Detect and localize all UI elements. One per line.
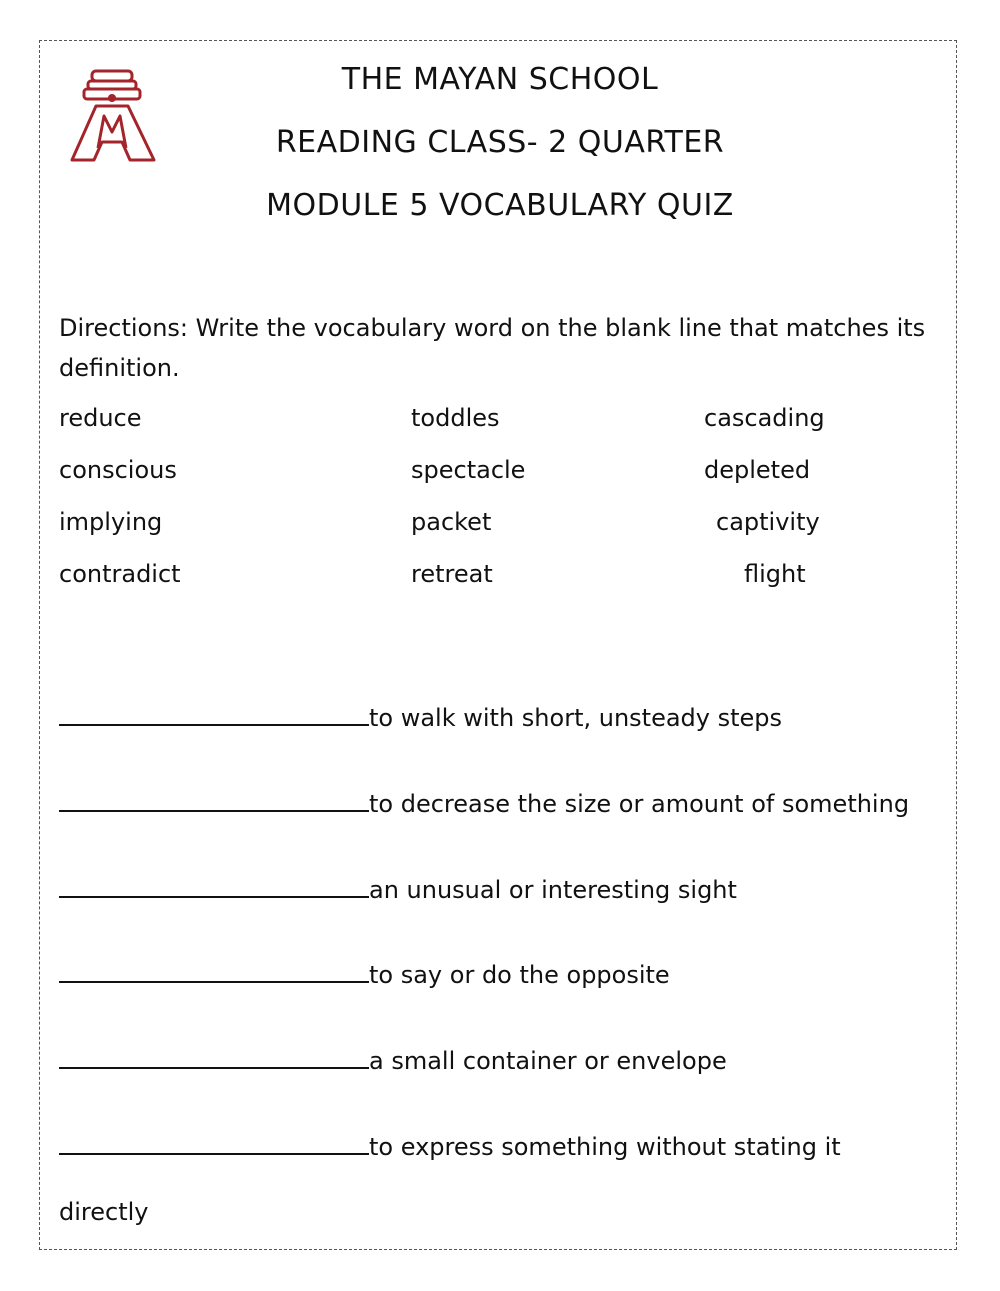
word-bank-item: packet [411,508,492,536]
definition-row [59,1041,727,1075]
word-bank-item: reduce [59,404,142,432]
definition-row [59,870,737,904]
answer-blank[interactable] [59,784,369,812]
word-bank-item: retreat [411,560,493,588]
word-bank-item: captivity [716,508,820,536]
definition-text: an unusual or interesting sight [369,876,737,904]
word-bank-item: toddles [411,404,500,432]
class-line: READING CLASS- 2 QUARTER [275,125,725,160]
quiz-title: MODULE 5 VOCABULARY QUIZ [266,188,734,223]
definition-text: to decrease the size or amount of something [369,790,910,818]
definition-row [59,784,909,818]
definition-row [59,955,670,989]
definition-text: to say or do the opposite [369,961,670,989]
definition-continuation: directly [59,1198,149,1226]
answer-blank[interactable] [59,1041,369,1069]
word-bank-item: depleted [704,456,811,484]
definition-text: to walk with short, unsteady steps [369,704,783,732]
definition-text: to express something without stating it [369,1133,841,1161]
word-bank-item: flight [744,560,806,588]
definition-text: a small container or envelope [369,1047,727,1075]
answer-blank[interactable] [59,955,369,983]
answer-blank[interactable] [59,1127,369,1155]
answer-blank[interactable] [59,870,369,898]
word-bank-item: conscious [59,456,177,484]
answer-blank[interactable] [59,698,369,726]
school-name: THE MAYAN SCHOOL [341,62,659,97]
word-bank-item: contradict [59,560,181,588]
word-bank-item: spectacle [411,456,526,484]
definition-row [59,1127,841,1161]
directions-text: Directions: Write the vocabulary word on the blank line that matches its definition. [59,314,926,382]
word-bank-item: implying [59,508,163,536]
word-bank-item: cascading [704,404,825,432]
definition-row [59,698,782,732]
